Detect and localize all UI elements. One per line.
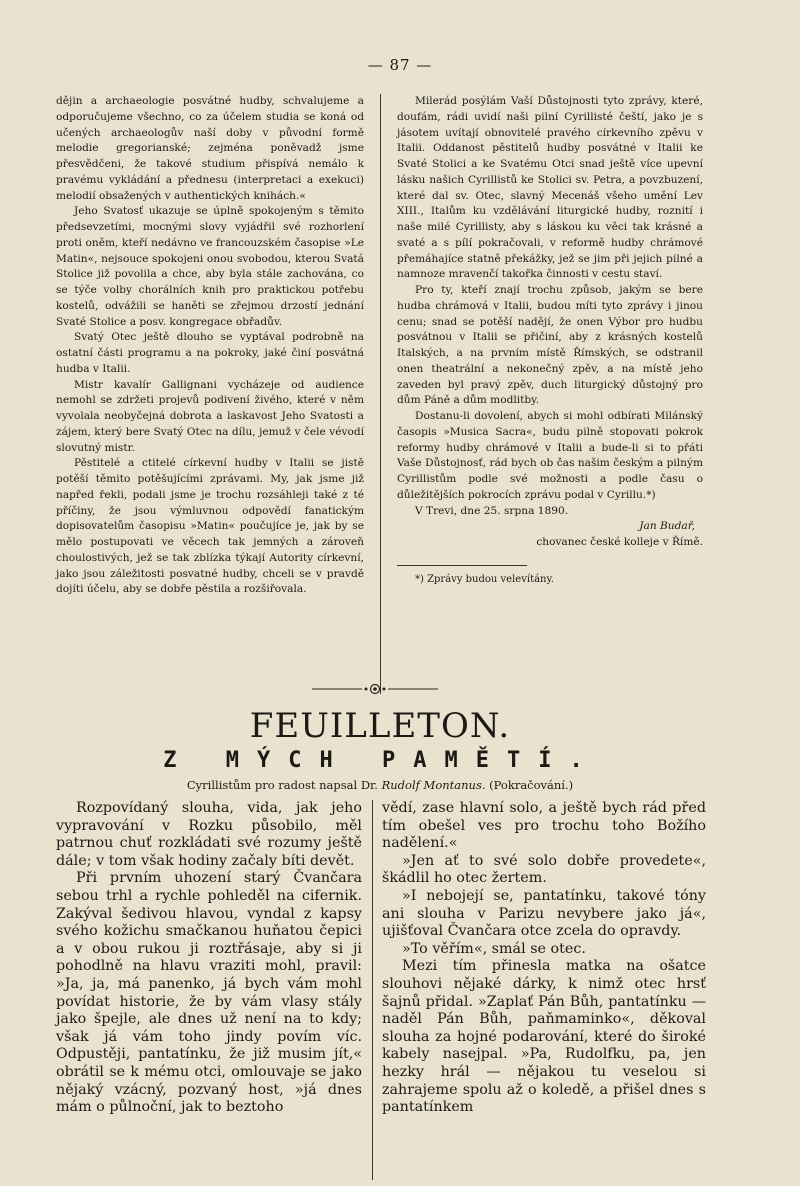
byline-prefix: Cyrillistům pro radost napsal Dr. bbox=[186, 778, 378, 792]
paragraph: Svatý Otec ještě dlouho se vyptával podrobně na ostatní části programu a na pokroky, jaké činí posvátná hudba v Italii. bbox=[56, 331, 364, 375]
paragraph: dějin a archaeologie posvátné hudby, schvalujeme a odporučujeme všechno, co za účelem studia se koná od učených archaeologův naší doby v původní formě melodie gregorianské; zejména poněvadž jsme přesvědčeni, že takové studium přispívá nemálo k pravému vykládání a přednesu (interpretaci a exekuci) melodií obsažených v authentických knihách.« bbox=[56, 95, 364, 202]
signature-role: chovanec české kolleje v Římě. bbox=[536, 536, 703, 548]
feuilleton-subtitle: Z MÝCH PAMĚTÍ. bbox=[163, 748, 601, 773]
paragraph: Milerád posýlám Vaší Důstojnosti tyto zprávy, které, doufám, rádi uvidí naši pilní Cyrillisté čeští, jako je s jásotem uvítají obnovitelé pravého církevního zpěvu v Italii. Oddanost pěstitelů hudby posvátné v Italii ke Svaté Stolici a ke Svatému Otci snad ještě více upevní lásku našich Cyrillistů ke Stolici sv. Petra, a povzbuzení, které dal sv. Otec, slavný Mecenáš všeho umění Lev XIII., Italům ku vzdělávání liturgické hudby, roznití i naše milé Cyrillisty, aby s láskou ku věci tak krásné a svaté a s pílí pokračovali, v reformě hudby chrámové přemáhajíce statně překážky, jež se jim při jejich pilné a namnoze mravenčí takořka činnosti v cestu staví. bbox=[397, 95, 703, 281]
dateline: V Trevi, dne 25. srpna 1890. bbox=[415, 504, 569, 517]
paragraph: Při prvním uhození starý Čvančara sebou trhl a rychle pohleděl na cifernik. Zakýval šedivou hlavou, vyndal z kapsy svého kožichu smačkanou huňatou čepici a v obou rukou ji roztřásaje, aby si ji pohodlně na hlavu vraziti mohl, pravil: »Ja, ja, má panenko, já bych vám mohl povídat historie, že by vám vlasy stály jako špejle, ale dnes už není na to kdy; však já vám toho jindy povím víc. Odpustěji, pantatínku, že již musim jít,« obrátil se k mému otci, omlouvaje se jako nějaký vzácný, pozvaný host, »já dnes mám o půlnoční, jak to beztoho bbox=[56, 870, 362, 1116]
paragraph: Pěstitelé a ctitelé církevní hudby v Italii se jistě potěší těmito potěšujícími zprávami. My, jak jsme již napřed řekli, podali jsme je trochu rozsáhleji také z té příčiny, že jsou výmluvnou odpovědí fanatickým dopisovatelům časopisu »Matin« poučujíce je, jak by se mělo postupovati ve věcech tak jemných a zároveň choulostivých, jež se tak zblízka týkají Autority církevní, jako jsou záležitosti posvatné hudby, chceli se v pravdě dojíti účelu, aby se dobře pěstila a rozšiřovala. bbox=[56, 457, 364, 596]
column-divider-bottom bbox=[372, 800, 373, 1180]
byline bbox=[120, 778, 640, 792]
paragraph: Pro ty, kteří znají trochu způsob, jakým se bere hudba chrámová v Italii, budou míti tyto zprávy i jinou cenu; snad se potěší nadějí, že onen Výbor pro hudbu posvátnou v Italii se přičiní, aby z krásných kostelů Italských, a na prvním místě Římských, se odstranil onen theatrální a nekonečný zpěv, a na místě jeho zaveden byl pravý zpěv, duch liturgický důstojný pro dům Páně a dům modlitby. bbox=[397, 284, 703, 407]
feuilleton-title: FEUILLETON. bbox=[249, 706, 511, 746]
paragraph: »To věřím«, smál se otec. bbox=[402, 940, 586, 957]
paragraph: Mistr kavalír Gallignani vycházeje od audience nemohl se zdržeti projevů podivení živého, které v něm vyvolala neobyčejná dobrota a laskavost Jeho Svatosti a zájem, který bere Svatý Otec na dílu, jemuž v čele vévodí slovutný mistr. bbox=[56, 378, 364, 454]
story-right-column bbox=[382, 800, 706, 1117]
byline-author: Rudolf Montanus. bbox=[381, 778, 486, 792]
page-number: — 87 — bbox=[367, 56, 433, 74]
paragraph: Dostanu-li dovolení, abych si mohl odbírati Milánský časopis »Musica Sacra«, budu pilně stopovati pokrok reformy hudby chrámové v Italii a bude-li si to přáti Vaše Důstojnosť, rád bych ob čas našim českým a pilným Cyrillistům podle své možnosti a podle času o důležitějších pokrocích zprávu podal v Cyrillu.*) bbox=[397, 410, 703, 501]
story-left-column bbox=[56, 800, 362, 1117]
byline-suffix: (Pokračování.) bbox=[489, 778, 574, 792]
signature-name: Jan Budař, bbox=[639, 520, 695, 533]
paragraph: Mezi tím přinesla matka na ošatce slouhovi nějaké dárky, k nimž otec hrsť šajnů přidal. »Zaplať Pán Bůh, pantatínku — naděl Pán Bůh, paňmaminko«, děkoval slouha za hojné podarování, které do široké kabely nasejpal. »Pa, Rudolfku, pa, jen hezky hrál — nějakou tu veselou si zahrajeme spolu až o koledě, a přišel dnes s pantatínkem bbox=[382, 958, 706, 1116]
article-left-column bbox=[56, 94, 364, 598]
paragraph: Rozpovídaný slouha, vida, jak jeho vypravování v Rozku působilo, měl patrnou chuť rozkládati své rozumy ještě dále; v tom však hodiny začaly bíti devět. bbox=[56, 800, 362, 869]
paragraph: »I nebojejí se, pantatínku, takové tóny ani slouha v Parizu nevybere jako já«, ujišťoval Čvančara otce zcela do opravdy. bbox=[382, 887, 706, 940]
paragraph: vědí, zase hlavní solo, a ještě bych rád před tím obešel ves pro trochu toho Božího nadělení.« bbox=[382, 800, 706, 852]
footnote: *) Zprávy budou velevítány. bbox=[415, 573, 554, 585]
ornament-divider bbox=[310, 682, 440, 696]
paragraph: »Jen ať to své solo dobře provedete«, škádlil ho otec žertem. bbox=[382, 852, 706, 887]
paragraph: Jeho Svatosť ukazuje se úplně spokojeným s těmito předsevzetími, mocnými slovy vyjádřil své rozhorlení proti oněm, kteří nedávno ve francouzském časopise »Le Matin«, nejsouce spokojeni onou svobodou, kterou Svatá Stolice již povolila a chce, aby byla stále zachována, co se týče volby chorálních knih pro praktickou potřebu kostelů, odvážili se haněti se zřejmou drzostí jednání Svaté Stolice a posv. kongregace obřadův. bbox=[56, 205, 364, 328]
footnote-rule bbox=[397, 565, 527, 566]
article-right-column bbox=[397, 94, 703, 588]
column-divider-top bbox=[380, 94, 381, 694]
